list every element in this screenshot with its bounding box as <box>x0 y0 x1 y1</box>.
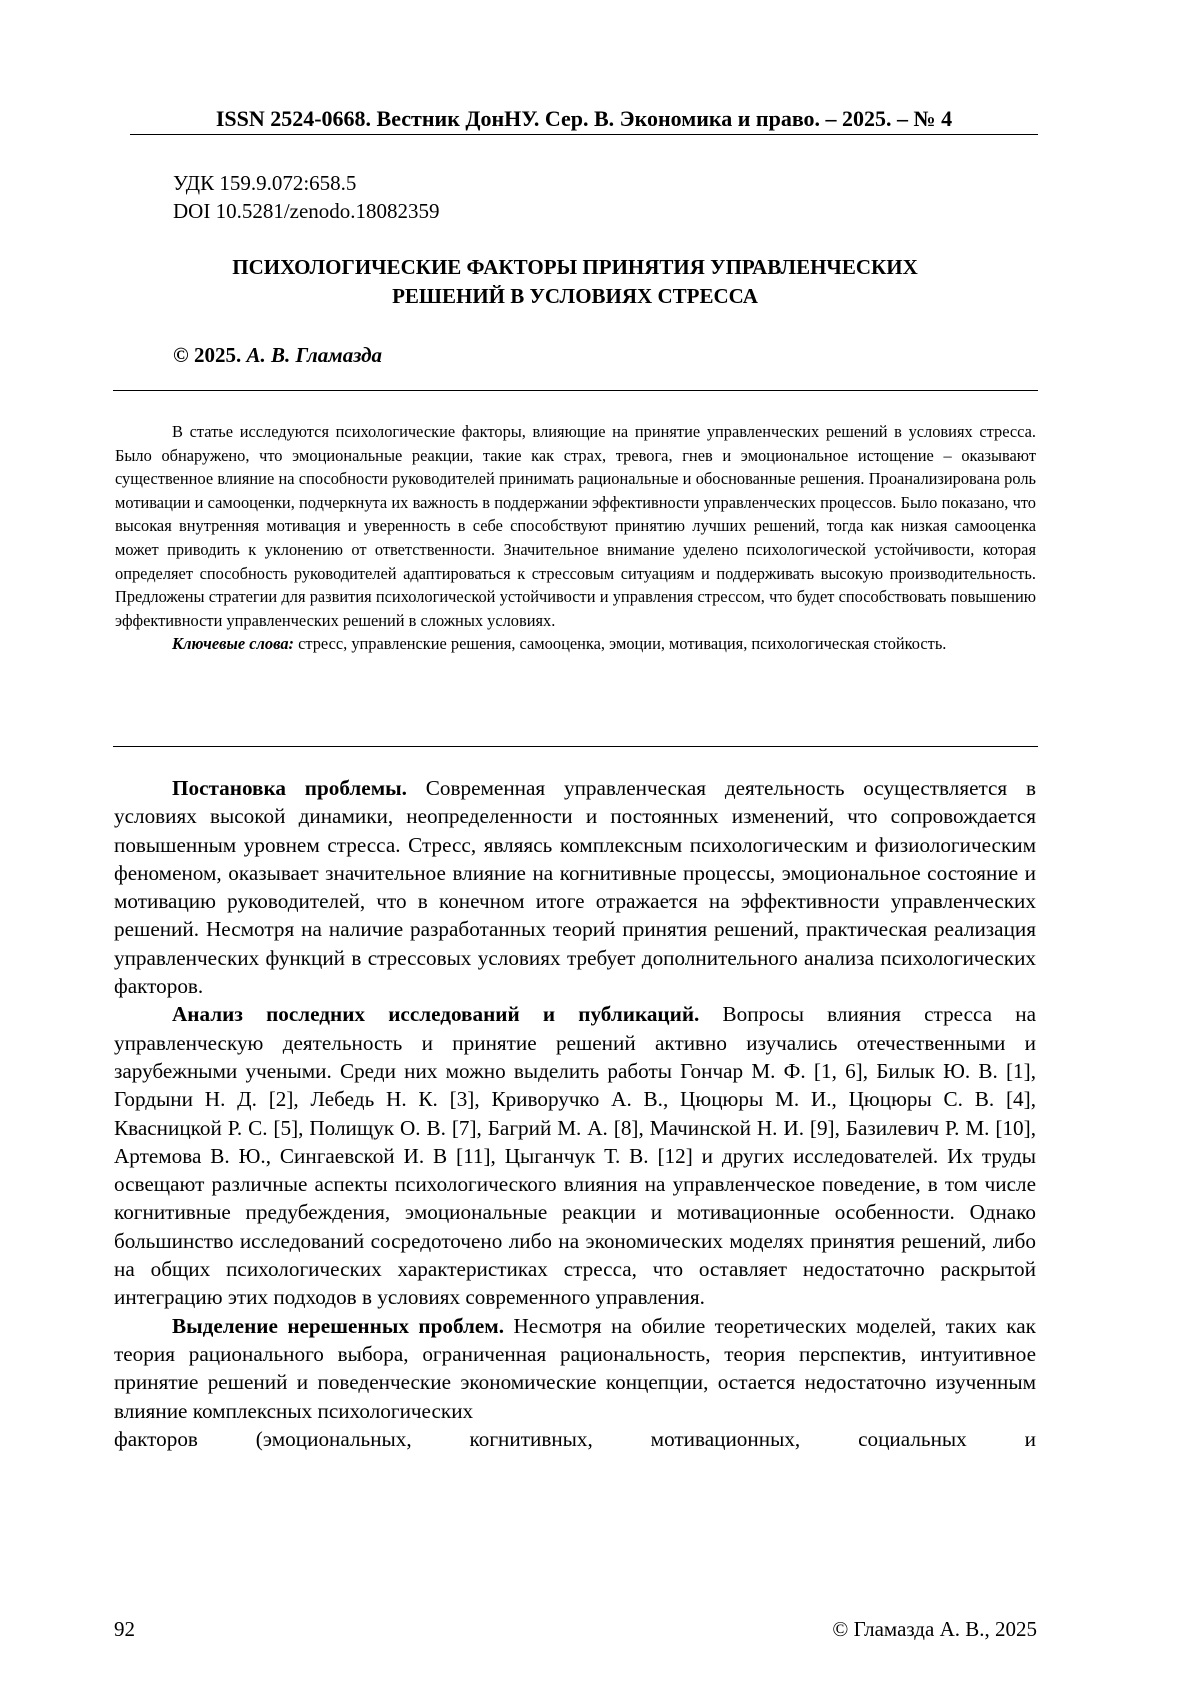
header-rule <box>130 134 1038 135</box>
journal-header: ISSN 2524-0668. Вестник ДонНУ. Сер. В. Экономика и право. – 2025. – № 4 <box>215 106 953 131</box>
author-copyright: © 2025. <box>173 343 242 367</box>
keywords-label: Ключевые слова: <box>172 634 294 654</box>
title-line-2: РЕШЕНИЙ В УСЛОВИЯХ СТРЕССА <box>392 284 758 308</box>
paragraph-text: Несмотря на обилие теоретических моделей, таких как теория рационального выбора, ограниченная рациональность, теория перспектив, интуитивное принятие решений и поведенческие экономические концепции, остается недостаточно изученным влияние комплексных психологических <box>114 1313 1036 1423</box>
abstract-top-rule <box>113 390 1038 391</box>
udk-code: УДК 159.9.072:658.5 <box>173 171 357 195</box>
keywords-list: стресс, управленские решения, самооценка, эмоции, мотивация, психологическая стойкость. <box>293 634 947 654</box>
article-body <box>114 774 1036 1453</box>
paragraph-continuation: факторов (эмоциональных, когнитивных, мотивационных, социальных и <box>114 1426 1036 1451</box>
footer-copyright: © Гламазда А. В., 2025 <box>832 1617 1037 1641</box>
doi: DOI 10.5281/zenodo.18082359 <box>173 199 440 223</box>
paragraph-heading: Выделение нерешенных проблем. <box>172 1313 505 1338</box>
paragraph-unsolved <box>114 1312 1036 1425</box>
paragraph-text: Вопросы влияния стресса на управленческую деятельность и принятие решений активно изучались отечественными и зарубежными учеными. Среди них можно выделить работы Гончар М. Ф. [1, 6], Билык Ю. В. [1], Гордыни Н. Д. [2], Лебедь Н. К. [3], Криворучко А. В., Цюцюры М. И., Цюцюры С. В. [4], Квасницкой Р. С. [5], Полищук О. В. [7], Багрий М. А. [8], Мачинской Н. И. [9], Базилевич Р. М. [10], Артемова В. Ю., Сингаевской И. В [11], Цыганчук Т. В. [12] и других исследователей. Их труды освещают различные аспекты психологического влияния на управленческое поведение, в том числе когнитивные предубеждения, эмоциональные реакции и мотивационные особенности. Однако большинство исследований сосредоточено либо на экономических моделях принятия решений, либо на общих психологических характеристиках стресса, что оставляет недостаточно раскрытой интеграцию этих подходов в условиях современного управления. <box>114 1002 1036 1310</box>
abstract-bottom-rule <box>113 746 1038 747</box>
paragraph-analysis <box>114 1000 1036 1311</box>
author-name: А. В. Гламазда <box>246 343 383 367</box>
paragraph-heading: Анализ последних исследований и публикаций. <box>172 1002 700 1027</box>
abstract-text: В статье исследуются психологические факторы, влияющие на принятие управленческих решений в условиях стресса. Было обнаружено, что эмоциональные реакции, такие как страх, тревога, гнев и эмоциональное истощение – оказывают существенное влияние на способности руководителей принимать рациональные и обоснованные решения. Проанализирована роль мотивации и самооценки, подчеркнута их важность в поддержании эффективности управленческих процессов. Было показано, что высокая внутренняя мотивация и уверенность в себе способствуют принятию лучших решений, тогда как низкая самооценка может приводить к уклонению от ответственности. Значительное внимание уделено психологической устойчивости, которая определяет способность руководителей адаптироваться к стрессовым ситуациям и поддерживать высокую производительность. Предложены стратегии для развития психологической устойчивости и управления стрессом, что будет способствовать повышению эффективности управленческих решений в сложных условиях. <box>115 422 1036 630</box>
article-title <box>113 253 1037 311</box>
abstract <box>115 420 1036 656</box>
paragraph-heading: Постановка проблемы. <box>172 776 407 800</box>
article-meta <box>173 169 440 225</box>
author-line <box>173 341 382 369</box>
title-line-1: ПСИХОЛОГИЧЕСКИЕ ФАКТОРЫ ПРИНЯТИЯ УПРАВЛЕНЧЕСКИХ <box>232 255 918 279</box>
keywords <box>115 632 1036 656</box>
page-number: 92 <box>114 1617 135 1641</box>
paragraph-text: Современная управленческая деятельность осуществляется в условиях высокой динамики, неопределенности и постоянных изменений, что сопровождается повышенным уровнем стресса. Стресс, являясь комплексным психологическим и физиологическим феноменом, оказывает значительное влияние на когнитивные процессы, эмоциональное состояние и мотивацию руководителей, что в конечном итоге отражается на эффективности управленческих решений. Несмотря на наличие разработанных теорий принятия решений, практическая реализация управленческих функций в стрессовых условиях требует дополнительного анализа психологических факторов. <box>114 776 1036 999</box>
paragraph-problem <box>114 774 1036 1000</box>
